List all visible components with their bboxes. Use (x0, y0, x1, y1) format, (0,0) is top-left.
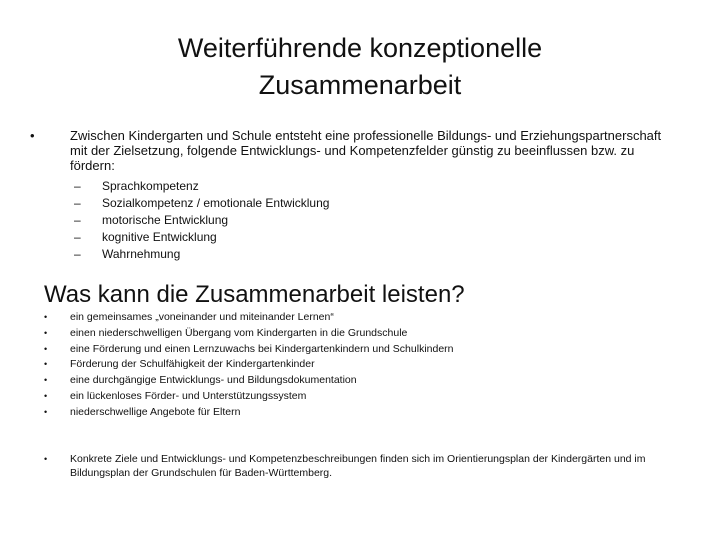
list-item: – Sprachkompetenz (74, 179, 199, 193)
bullet-icon: • (44, 406, 48, 417)
bullet-icon: • (44, 359, 48, 370)
title-line-2: Zusammenarbeit (258, 70, 462, 100)
dash-icon: – (74, 179, 81, 193)
list-item: • eine Förderung und einen Lernzuwachs bei Kindergartenkindern und Schulkindern (44, 342, 684, 358)
list-item: • niederschwellige Angebote für Eltern (44, 405, 684, 421)
bullet-icon: • (30, 128, 35, 143)
bullet-icon: • (44, 454, 48, 464)
list-item: • eine durchgängige Entwicklungs- und Bildungsdokumentation (44, 373, 684, 389)
closing-paragraph (44, 452, 684, 480)
list-item: – Wahrnehmung (74, 247, 181, 261)
bullet-icon: • (44, 390, 48, 401)
list-item: • einen niederschwelligen Übergang vom Kindergarten in die Grundschule (44, 326, 684, 342)
benefits-list (44, 310, 684, 421)
intro-paragraph (30, 128, 680, 173)
list-item: • ein lückenloses Förder- und Unterstützungssystem (44, 389, 684, 405)
title-line-1: Weiterführende konzeptionelle (177, 33, 543, 63)
intro-text: Zwischen Kindergarten und Schule entsteht eine professionelle Bildungs- und Erziehungspartnerschaft mit der Zielsetzung, folgende Entwicklungs- und Kompetenzfelder günstig zu beeinflussen bzw. zu fördern: (70, 128, 662, 173)
bullet-icon: • (44, 343, 48, 354)
closing-text: Konkrete Ziele und Entwicklungs- und Kompetenzbeschreibungen finden sich im Orientierungsplan der Kindergärten und im Bildungsplan der Grundschulen für Baden-Württemberg. (70, 453, 646, 479)
list-item: • ein gemeinsames „voneinander und miteinander Lernen“ (44, 310, 684, 326)
dash-icon: – (74, 213, 81, 227)
dash-icon: – (74, 196, 81, 210)
list-item: – Sozialkompetenz / emotionale Entwicklung (74, 196, 330, 210)
dash-icon: – (74, 247, 81, 261)
dash-icon: – (74, 230, 81, 244)
bullet-icon: • (44, 312, 48, 322)
slide-title (60, 30, 660, 104)
section-heading: Was kann die Zusammenarbeit leisten? (44, 281, 465, 308)
competence-list (74, 178, 474, 263)
bullet-icon: • (44, 327, 48, 338)
list-item: • Förderung der Schulfähigkeit der Kindergartenkinder (44, 357, 684, 373)
list-item: – kognitive Entwicklung (74, 230, 217, 244)
bullet-icon: • (44, 375, 48, 386)
list-item: – motorische Entwicklung (74, 213, 229, 227)
